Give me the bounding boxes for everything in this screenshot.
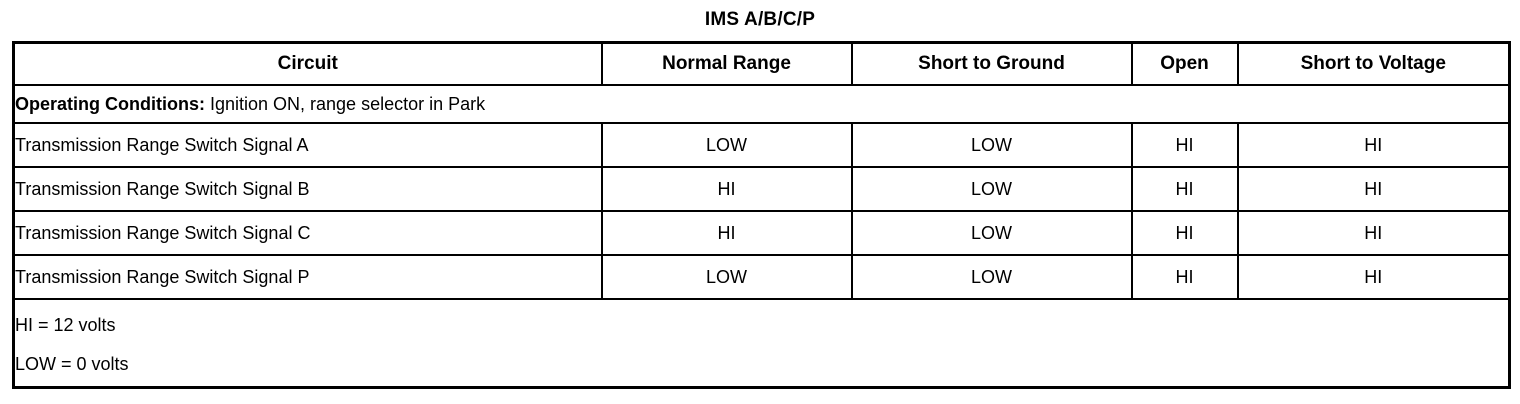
cell-short-to-voltage: HI	[1238, 167, 1510, 211]
operating-conditions-cell	[14, 85, 1510, 123]
note-hi: HI = 12 volts	[15, 315, 116, 336]
cell-circuit: Transmission Range Switch Signal P	[14, 255, 602, 299]
page-title: IMS A/B/C/P	[704, 9, 816, 30]
table-row	[14, 211, 1510, 255]
cell-open: HI	[1132, 255, 1238, 299]
cell-normal-range: HI	[602, 167, 852, 211]
column-header-short-to-voltage: Short to Voltage	[1238, 43, 1510, 86]
cell-open: HI	[1132, 211, 1238, 255]
operating-conditions-row	[14, 85, 1510, 123]
note-low: LOW = 0 volts	[15, 354, 129, 374]
cell-normal-range: HI	[602, 211, 852, 255]
cell-circuit: Transmission Range Switch Signal A	[14, 123, 602, 167]
cell-open: HI	[1132, 123, 1238, 167]
cell-short-to-voltage: HI	[1238, 211, 1510, 255]
cell-normal-range: LOW	[602, 255, 852, 299]
table-row	[14, 255, 1510, 299]
operating-conditions-value: Ignition ON, range selector in Park	[204, 94, 486, 114]
cell-circuit: Transmission Range Switch Signal B	[14, 167, 602, 211]
notes-row	[14, 299, 1510, 388]
cell-open: HI	[1132, 167, 1238, 211]
cell-short-to-ground: LOW	[852, 211, 1132, 255]
table-header-row	[14, 43, 1510, 86]
cell-short-to-ground: LOW	[852, 123, 1132, 167]
column-header-short-to-ground: Short to Ground	[852, 43, 1132, 86]
diagnostic-specification-table	[12, 41, 1511, 389]
operating-conditions-label: Operating Conditions:	[15, 94, 205, 114]
column-header-open: Open	[1132, 43, 1238, 86]
table-row	[14, 167, 1510, 211]
column-header-normal-range: Normal Range	[602, 43, 852, 86]
cell-short-to-voltage: HI	[1238, 255, 1510, 299]
cell-short-to-voltage: HI	[1238, 123, 1510, 167]
cell-short-to-ground: LOW	[852, 167, 1132, 211]
table-row	[14, 123, 1510, 167]
notes-cell	[14, 299, 1510, 388]
cell-short-to-ground: LOW	[852, 255, 1132, 299]
cell-circuit: Transmission Range Switch Signal C	[14, 211, 602, 255]
cell-normal-range: LOW	[602, 123, 852, 167]
column-header-circuit: Circuit	[14, 43, 602, 86]
